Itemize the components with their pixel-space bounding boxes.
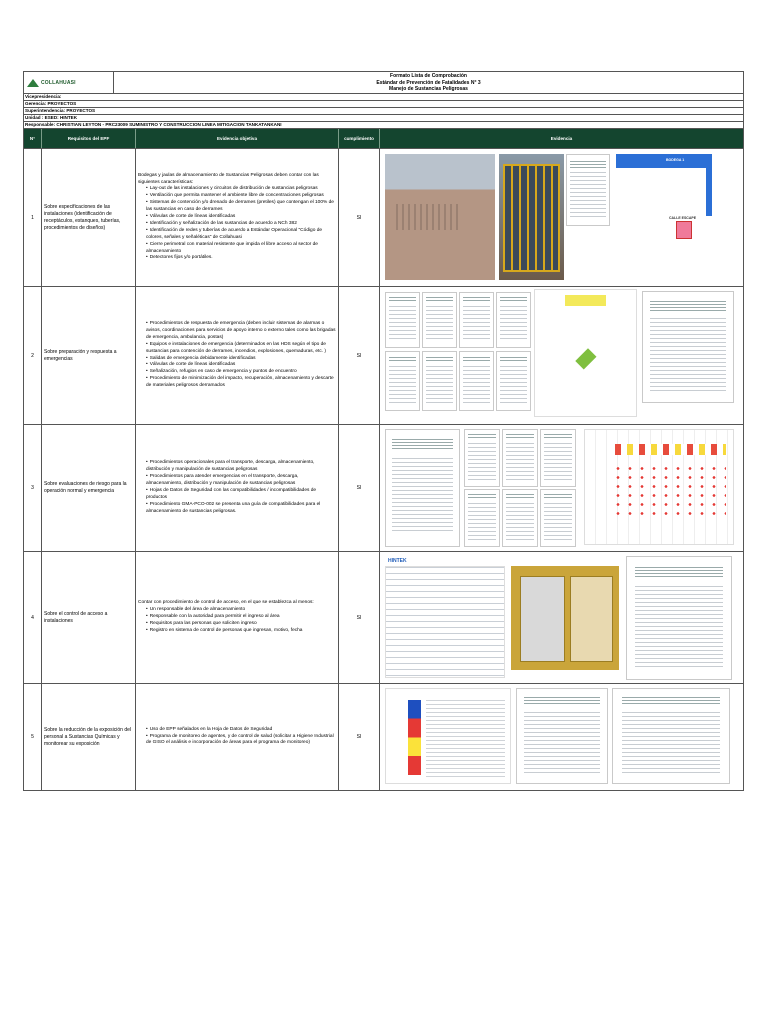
row-bullet: • Hojas de Datos de Seguridad con las compatibilidades / incompatibilidades de productos: [138, 488, 336, 502]
row-bullet: • Ventilación que permita mantener el ambiente libre de concentraciones peligrosas: [138, 193, 336, 200]
evidence-document: [459, 351, 494, 411]
row-bullet: • Procedimiento de minimización del impacto, recuperación, almacenamiento y descarte de materiales peligrosos derramados: [138, 376, 336, 390]
evidence-access-log: [385, 566, 505, 678]
row-evidencia-objetiva: [136, 425, 339, 551]
evidence-label-sheet: [566, 154, 610, 226]
header-cumplimiento: cumplimiento: [339, 129, 380, 148]
row-requisito: Sobre preparación y respuesta a emergencias: [42, 287, 136, 424]
evidence-document: [385, 351, 420, 411]
row-cumplimiento: SI: [339, 149, 380, 286]
row-bullet: • Equipos e instalaciones de emergencia (determinados en las HDS según el tipo de sustancias para contención de derrames, incendios, explosiones, quemaduras, etc. ): [138, 342, 336, 356]
row-bullet: • Procedimiento GMA-PCO-002 se presenta una guía de compatibilidades para el almacenamiento de sustancias peligrosas.: [138, 502, 336, 516]
company-logo: [27, 79, 76, 87]
row-bullet: • Salidas de emergencia debidamente identificadas: [138, 356, 336, 363]
evidence-safety-data-sheet: [612, 688, 730, 784]
row-bullet: • Procedimientos de respuesta de emergencia (deben incluir sistemas de alarmas o avisos, coordinaciones para servicios de apoyo interno o externo tales como las brigadas de emergencia, ambulancia, postas): [138, 321, 336, 342]
row-bullet: • Sistemas de contención y/o drenado de derrames (pretiles) que contengan el 100% de las sustancias en caso de derrames: [138, 200, 336, 214]
evidence-document: [502, 429, 538, 487]
row-bullet: • Uso de EPP señalados en la Hoja de Datos de Seguridad: [138, 727, 336, 734]
row-intro: Bodegas y jaulas de almacenamiento de Sustancias Peligrosas deben contar con las siguientes características:: [138, 172, 319, 185]
title-row: [24, 72, 743, 94]
evidence-procedure-cover: [642, 291, 734, 403]
row-number: 1: [24, 149, 42, 286]
evidence-layout-wall: [706, 154, 712, 216]
evidence-epp-table: [385, 688, 511, 784]
evidence-label-bodega: BODEGA 1: [666, 158, 685, 162]
evidence-layout-bar: [616, 154, 711, 168]
evidence-procedure-cover: [626, 556, 732, 680]
document-title: [114, 72, 743, 93]
evidence-photo-cabinet: [511, 566, 619, 670]
info-gerencia: Gerencia: PROYECTOS: [24, 101, 743, 108]
evidence-compatibility-matrix: [584, 429, 734, 545]
evidence-document: [502, 489, 538, 547]
evidence-procedure-cover: [385, 429, 460, 547]
row-evidencia-objetiva: [136, 684, 339, 790]
row-cumplimiento: SI: [339, 287, 380, 424]
row-bullet: • Válvulas de corte de líneas identificadas: [138, 214, 336, 221]
row-bullet: • Válvulas de corte de líneas identificadas: [138, 362, 336, 369]
header-evidencia: Evidencia: [550, 136, 573, 141]
evidence-document: [464, 489, 500, 547]
checklist-sheet: [23, 71, 744, 791]
row-bullet: • Registro en sistema de control de personas que ingresan, motivo, fecha: [138, 628, 336, 635]
row-bullet: • Requisitos para las personas que soliciten ingreso: [138, 621, 336, 628]
row-number: 4: [24, 552, 42, 683]
title-line-3: Manejo de Sustancias Peligrosas: [389, 86, 468, 92]
evidence-photo-storage-cage: [499, 154, 564, 280]
row-bullet: • Lay-out de las instalaciones y circuitos de distribución de sustancias peligrosas: [138, 186, 336, 193]
info-vicepresidencia: Vicepresidencia:: [24, 94, 743, 101]
logo-cell: [24, 72, 114, 93]
row-requisito: Sobre especificaciones de las instalaciones (identificación de receptáculos, estanques, tuberías, procedimientos de diseños): [42, 149, 136, 286]
evidence-document: [496, 351, 531, 411]
row-evidencia: [380, 287, 743, 424]
evidence-document: [459, 292, 494, 348]
row-requisito: Sobre evaluaciones de riesgo para la operación normal y emergencia: [42, 425, 136, 551]
row-bullet: • Procedimientos operacionales para el transporte, descarga, almacenamiento, distribución y manipulación de sustancias peligrosas: [138, 460, 336, 474]
info-superintendencia: Superintendencia: PROYECTOS: [24, 108, 743, 115]
row-number: 5: [24, 684, 42, 790]
evidence-photo-site: [385, 154, 495, 280]
row-evidencia: [380, 684, 743, 790]
title-line-1: Formato Lista de Comprobación: [390, 73, 467, 79]
row-requisito: Sobre la reducción de la exposición del personal a Sustancias Químicas y monitorear su exposición: [42, 684, 136, 790]
row-evidencia: [380, 552, 743, 683]
row-cumplimiento: SI: [339, 552, 380, 683]
row-bullet: • Detectores fijos y/o portátiles.: [138, 255, 336, 262]
mountain-logo-icon: [27, 79, 39, 87]
evidence-safety-data-sheet: [516, 688, 608, 784]
row-evidencia: [380, 149, 743, 286]
row-intro: Contar con procedimiento de control de acceso, en el que se establezca al menos:: [138, 600, 314, 606]
evidence-document: [385, 292, 420, 348]
row-evidencia-objetiva: [136, 287, 339, 424]
logo-text: COLLAHUASI: [41, 79, 76, 86]
row-evidencia-objetiva: [136, 149, 339, 286]
info-responsable: Responsable: CHRISTIAN LEYTON - PRC23009 SUMINISTRO Y CONSTRUCCION LINEA MITIGACION TANKATANKANI: [24, 122, 743, 129]
evidence-label-calle-escape: CALLE ESCAPE: [669, 216, 697, 220]
table-row: [24, 149, 743, 287]
row-cumplimiento: SI: [339, 684, 380, 790]
row-evidencia: [380, 425, 743, 551]
evidence-emergency-flowchart: [534, 289, 637, 417]
evidence-document: [422, 292, 457, 348]
row-bullet: • Señalización, refugios en caso de emergencia y puntos de encuentro: [138, 369, 336, 376]
evidence-layout-exit: [676, 221, 692, 239]
title-line-2: Estándar de Prevención de Fatalidades N° 3: [376, 79, 481, 86]
row-bullet: • Un responsable del área de almacenamiento: [138, 607, 336, 614]
evidence-document: [496, 292, 531, 348]
table-row: [24, 552, 743, 684]
table-row: [24, 287, 743, 425]
evidence-document: [464, 429, 500, 487]
row-bullet: • Cierre perimetral con material resistente que impida el libre acceso al sector de almacenamiento: [138, 242, 336, 256]
row-number: 3: [24, 425, 42, 551]
header-evidencia-objetiva: Evidencia objetiva: [136, 129, 339, 148]
table-row: [24, 425, 743, 552]
table-header: [24, 129, 743, 149]
row-requisito: Sobre el control de acceso a instalaciones: [42, 552, 136, 683]
row-bullet: • Programa de monitoreo de agentes, y de control de salud (solicitar a Higiene Industrial de GISO el análisis e incorporación de áreas para el programa de monitoreo): [138, 734, 336, 748]
evidence-document: [422, 351, 457, 411]
header-requisitos: Requisitos del EPF: [42, 129, 136, 148]
row-evidencia-objetiva: [136, 552, 339, 683]
evidence-logo-hintek: HINTEK: [388, 558, 407, 564]
row-number: 2: [24, 287, 42, 424]
evidence-document: [540, 489, 576, 547]
row-bullet: • Identificación de redes y tuberías de acuerdo a Estándar Operacional "Código de colores, señales y señaléticas" de Collahuasi: [138, 228, 336, 242]
header-n: N°: [24, 129, 42, 148]
info-unidad: Unidad : ESED: HINTEK: [24, 115, 743, 122]
row-bullet: • Identificación y señalización de las sustancias de acuerdo a NCh 382: [138, 221, 336, 228]
evidence-document: [540, 429, 576, 487]
row-cumplimiento: SI: [339, 425, 380, 551]
row-bullet: • Procedimientos para atender emergencias en el transporte, descarga, almacenamiento, distribución y manipulación de sustancias peligrosas: [138, 474, 336, 488]
row-bullet: • Responsable con la autoridad para permitir el ingreso al área: [138, 614, 336, 621]
table-row: [24, 684, 743, 790]
